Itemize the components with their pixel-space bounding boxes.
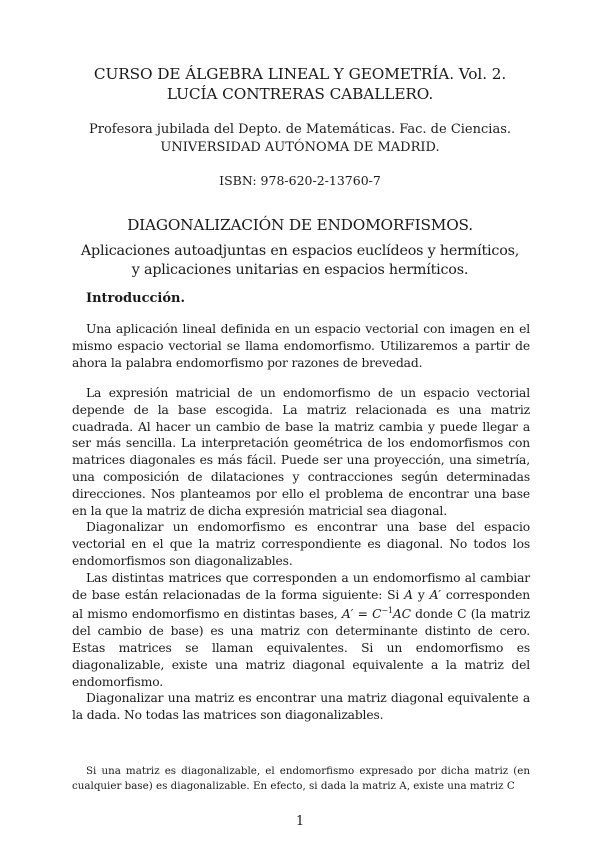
affiliation-line-1: Profesora jubilada del Depto. de Matemáticas. Fac. de Ciencias. <box>88 122 511 137</box>
author-name: LUCÍA CONTRERAS CABALLERO. <box>166 85 434 103</box>
affiliation-line-2: UNIVERSIDAD AUTÓNOMA DE MADRID. <box>160 140 440 155</box>
intro-paragraph-2: La expresión matricial de un endomorfismo de un espacio vectorial depende de la base escogida. La matriz relacionada es una matriz cuadrada. Al hacer un cambio de base la matriz cambia y puede llegar a ser más sencilla. La interpretación geométrica de los endomorfismos con matrices diagonales es más fácil. Puede ser una proyección, una simetría, una composición de dilataciones y contracciones según determinadas direcciones. Nos planteamos por ello el problema de encontrar una base en la que la matriz de dicha expresión matricial sea diagonal. <box>72 386 530 518</box>
intro-paragraph-3: Diagonalizar un endomorfismo es encontrar una base del espacio vectorial en el que la matriz correspondiente es diagonal. No todos los endomorfismos son diagonalizables. <box>72 520 530 568</box>
page-number: 1 <box>295 814 305 829</box>
paragraph-text: corresponden al mismo endomorfismo en distintas bases, <box>72 587 530 622</box>
subtitle-line-2: y aplicaciones unitarias en espacios hermíticos. <box>131 262 469 278</box>
math-matrix-a-prime: A′ <box>429 587 441 602</box>
subtitle-line-1: Aplicaciones autoadjuntas en espacios euclídeos y hermíticos, <box>80 243 520 259</box>
intro-heading: Introducción. <box>86 291 186 306</box>
course-title: CURSO DE ÁLGEBRA LINEAL Y GEOMETRÍA. Vol. 2. <box>93 65 507 83</box>
document-title <box>60 64 540 104</box>
paragraph-text: y <box>412 587 430 602</box>
intro-paragraph-4 <box>72 570 530 691</box>
math-equals: = <box>353 607 373 622</box>
math-exponent: −1 <box>381 606 393 616</box>
paragraph-text: Las distintas matrices que corresponden a un endomorfismo al cambiar de base están relacionadas de la forma siguiente: Si <box>72 570 530 602</box>
intro-paragraph-1 <box>72 321 530 371</box>
math-matrix-c: C <box>372 607 382 622</box>
intro-paragraph-5: Diagonalizar una matriz es encontrar una matriz diagonal equivalente a la dada. No todas las matrices son diagonalizables. <box>72 691 530 723</box>
intro-body <box>72 385 530 724</box>
math-matrix-a: A <box>404 587 413 602</box>
section-title: DIAGONALIZACIÓN DE ENDOMORFISMOS. <box>127 216 473 234</box>
paragraph-text: donde C (la matriz del cambio de base) es una matriz con determinante distinto de cero. Estas matrices se llaman equivalentes. Si un endomorfismo es diagonalizable, existe una matriz diagonal equivalente a la matriz del endomorfismo. <box>72 607 530 689</box>
isbn: ISBN: 978-620-2-13760-7 <box>219 173 381 188</box>
math-equation-lhs: A′ <box>341 607 354 622</box>
author-affiliation <box>60 121 540 157</box>
math-equation-rhs: AC <box>392 607 411 622</box>
paragraph-text: Una aplicación lineal definida en un espacio vectorial con imagen en el mismo espacio vectorial se llama endomorfismo. Utilizaremos a partir de ahora la palabra endomorfismo por razones de brevedad. <box>72 322 530 370</box>
footnote-text: Si una matriz es diagonalizable, el endomorfismo expresado por dicha matriz (en cualquier base) es diagonalizable. En efecto, si dada la matriz A, existe una matriz C <box>72 765 530 792</box>
section-subtitle <box>60 242 540 280</box>
